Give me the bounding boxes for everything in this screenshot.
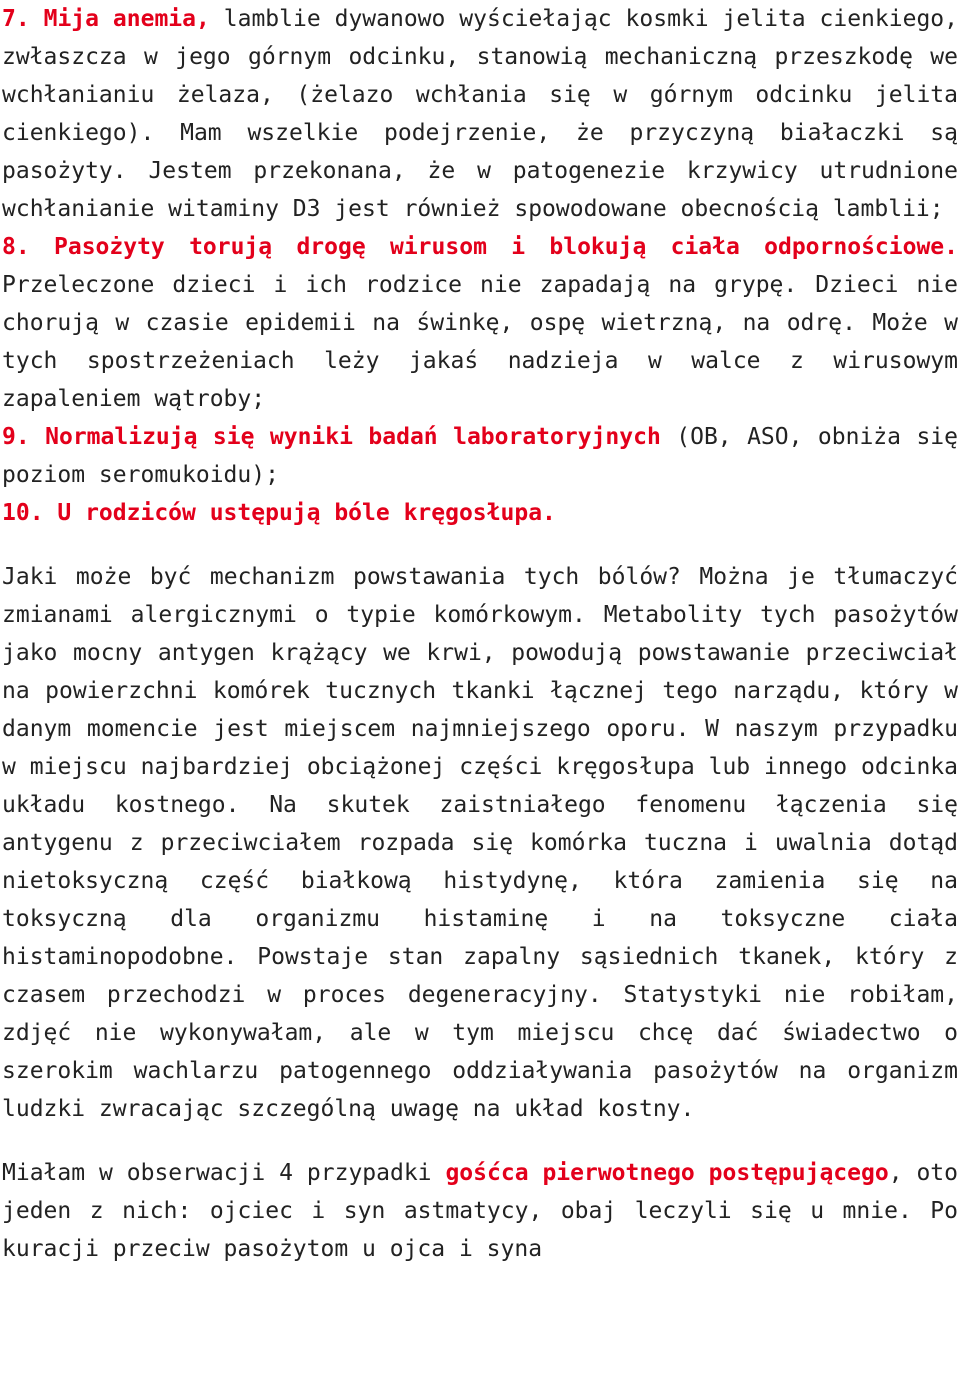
- paragraph-item-7: [2, 0, 958, 228]
- cases-text-after: , oto jeden z nich: ojciec i syn astmatycy, obaj leczyli się u mnie. Po kuracji przeciw pasożytom u ojca i syna: [2, 1160, 959, 1262]
- cases-text-before: Miałam w obserwacji 4 przypadki: [2, 1160, 446, 1186]
- paragraph-mechanism: Jaki może być mechanizm powstawania tych bólów? Można je tłumaczyć zmianami alergicznymi o typie komórkowym. Metabolity tych pasożytów jako mocny antygen krążący we krwi, powodują powstawanie przeciwciał na powierzchni komórek tucznych tkanki łącznej tego narządu, który w danym momencie jest miejscem najmniejszego oporu. W naszym przypadku w miejscu najbardziej obciążonej części kręgosłupa lub innego odcinka układu kostnego. Na skutek zaistniałego fenomenu łączenia się antygenu z przeciwciałem rozpada się komórka tuczna i uwalnia dotąd nietoksyczną część białkową histydynę, która zamienia się na toksyczną dla organizmu histaminę i na toksyczne ciała histaminopodobne. Powstaje stan zapalny sąsiednich tkanek, który z czasem przechodzi w proces degeneracyjny. Statystyki nie robiłam, zdjęć nie wykonywałam, ale w tym miejscu chcę dać świadectwo o szerokim wachlarzu patogennego oddziaływania pasożytów na organizm ludzki zwracając szczególną uwagę na układ kostny.: [2, 564, 958, 1122]
- item-9-text: (OB, ASO, obniża się poziom seromukoidu);: [2, 424, 958, 488]
- article-body: [2, 0, 958, 1268]
- paragraph-cases: [2, 1154, 958, 1268]
- item-7-heading: 7. Mija anemia,: [2, 6, 210, 32]
- cases-highlight: gośćca pierwotnego postępującego: [445, 1160, 889, 1186]
- paragraph-item-9: [2, 418, 958, 494]
- item-9-heading: 9. Normalizują się wyniki badań laboratoryjnych: [2, 424, 661, 450]
- paragraph-item-8: [2, 228, 958, 418]
- item-8-text: Przeleczone dzieci i ich rodzice nie zapadają na grypę. Dzieci nie chorują w czasie epidemii na świnkę, ospę wietrzną, na odrę. Może w tych spostrzeżeniach leży jakaś nadzieja w walce z wirusowym zapaleniem wątroby;: [2, 272, 958, 412]
- item-10-heading: 10. U rodziców ustępują bóle kręgosłupa.: [2, 500, 556, 526]
- item-8-heading: 8. Pasożyty torują drogę wirusom i blokują ciała odpornościowe.: [2, 234, 958, 260]
- paragraph-item-10: [2, 494, 958, 532]
- item-7-text: lamblie dywanowo wyściełając kosmki jelita cienkiego, zwłaszcza w jego górnym odcinku, stanowią mechaniczną przeszkodę we wchłanianiu żelaza, (żelazo wchłania się w górnym odcinku jelita cienkiego). Mam wszelkie podejrzenie, że przyczyną białaczki są pasożyty. Jestem przekonana, że w patogenezie krzywicy utrudnione wchłanianie witaminy D3 jest również spowodowane obecnością lamblii;: [2, 6, 958, 222]
